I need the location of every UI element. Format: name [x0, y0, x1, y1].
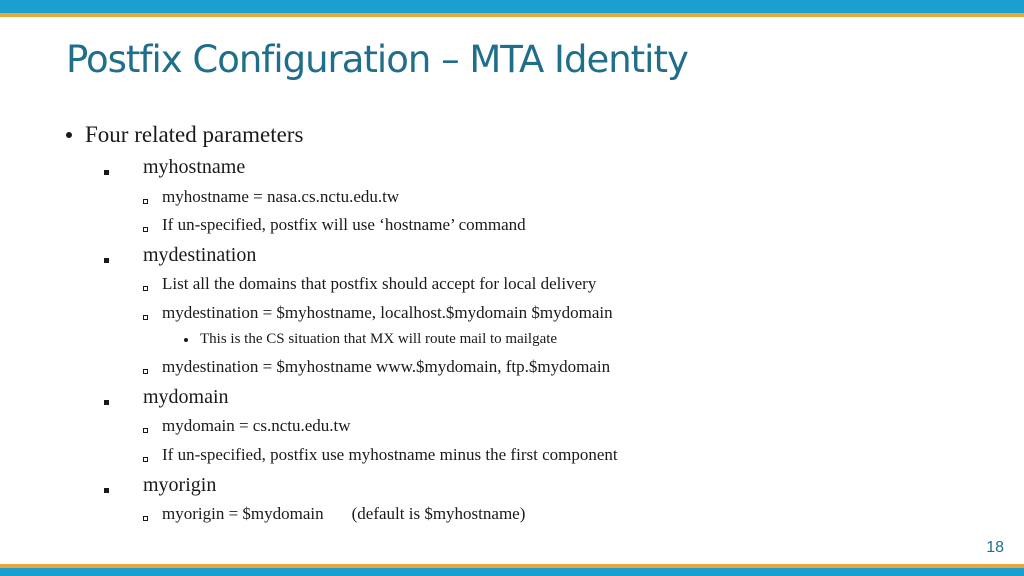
square-bullet [104, 400, 109, 405]
mydestination-item-2: mydestination = $myhostname, localhost.$mydomain $mydomain [162, 303, 613, 322]
hollow-square-bullet [143, 315, 148, 320]
param-myhostname: myhostname [143, 156, 246, 178]
page-number: 18 [986, 539, 1004, 556]
myhostname-item-2: If un-specified, postfix will use ‘hostname’ command [162, 215, 526, 234]
hollow-square-bullet [143, 428, 148, 433]
mydomain-item-2: If un-specified, postfix use myhostname minus the first component [162, 445, 618, 464]
hollow-square-bullet [143, 516, 148, 521]
param-mydomain: mydomain [143, 386, 229, 408]
mydestination-note: This is the CS situation that MX will route mail to mailgate [200, 331, 558, 347]
square-bullet [104, 170, 109, 175]
param-mydestination: mydestination [143, 244, 257, 266]
slide-title: Postfix Configuration – MTA Identity [66, 38, 688, 81]
top-accent-line [0, 13, 1024, 17]
square-bullet [104, 488, 109, 493]
mydomain-item-1: mydomain = cs.nctu.edu.tw [162, 416, 351, 435]
small-dot-bullet [184, 338, 188, 342]
mydestination-item-1: List all the domains that postfix should accept for local delivery [162, 274, 597, 293]
bullet-dot [66, 132, 72, 138]
mydestination-item-3: mydestination = $myhostname www.$mydomain, ftp.$mydomain [162, 357, 611, 376]
hollow-square-bullet [143, 457, 148, 462]
hollow-square-bullet [143, 227, 148, 232]
bottom-color-band [0, 568, 1024, 576]
hollow-square-bullet [143, 369, 148, 374]
hollow-square-bullet [143, 199, 148, 204]
top-color-band [0, 0, 1024, 13]
square-bullet [104, 258, 109, 263]
myorigin-default: (default is $myhostname) [351, 504, 526, 523]
param-myorigin: myorigin [143, 474, 217, 496]
hollow-square-bullet [143, 286, 148, 291]
myorigin-value: myorigin = $mydomain [162, 504, 324, 523]
myhostname-item-1: myhostname = nasa.cs.nctu.edu.tw [162, 187, 400, 206]
myorigin-item [162, 505, 525, 522]
heading-bullet-text: Four related parameters [85, 122, 304, 147]
